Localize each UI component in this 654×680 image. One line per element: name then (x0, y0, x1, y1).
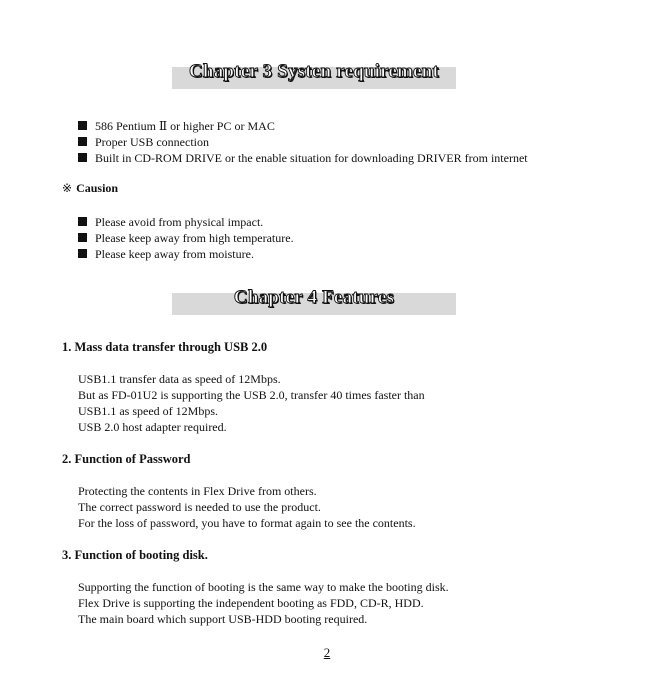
section-heading-usb: 1. Mass data transfer through USB 2.0 (62, 340, 268, 354)
body-line: Supporting the function of booting is the same way to make the booting disk. (78, 580, 449, 594)
body-line: USB 2.0 host adapter required. (78, 420, 227, 434)
list-item (78, 118, 528, 134)
list-item (78, 230, 294, 246)
square-bullet-icon (78, 137, 87, 146)
caution-title: Causion (76, 181, 119, 195)
body-line: The main board which support USB-HDD booting required. (78, 612, 368, 626)
body-line: The correct password is needed to use the product. (78, 500, 321, 514)
page-number: 2 (323, 645, 331, 660)
square-bullet-icon (78, 249, 87, 258)
requirements-list (78, 118, 528, 166)
section-body-usb (78, 371, 425, 435)
body-line: But as FD-01U2 is supporting the USB 2.0, transfer 40 times faster than (78, 388, 425, 402)
section-body-password (78, 483, 416, 531)
chapter3-banner (172, 61, 456, 89)
square-bullet-icon (78, 217, 87, 226)
section-heading-password: 2. Function of Password (62, 452, 191, 466)
section-body-booting (78, 579, 449, 627)
body-line: USB1.1 as speed of 12Mbps. (78, 404, 218, 418)
caution-list (78, 214, 294, 262)
list-item (78, 246, 294, 262)
list-item (78, 134, 528, 150)
requirement-text: 586 Pentium Ⅱ or higher PC or MAC (95, 119, 275, 133)
body-line: Flex Drive is supporting the independent booting as FDD, CD-R, HDD. (78, 596, 424, 610)
list-item (78, 214, 294, 230)
caution-text: Please avoid from physical impact. (95, 215, 264, 229)
chapter4-banner (172, 287, 456, 315)
list-item (78, 150, 528, 166)
body-line: USB1.1 transfer data as speed of 12Mbps. (78, 372, 281, 386)
body-line: Protecting the contents in Flex Drive from others. (78, 484, 317, 498)
square-bullet-icon (78, 153, 87, 162)
reference-mark-icon: ※ (62, 181, 73, 195)
section-heading-booting: 3. Function of booting disk. (62, 548, 208, 562)
square-bullet-icon (78, 121, 87, 130)
chapter3-title: Chapter 3 Systen requirement (189, 61, 439, 82)
caution-heading (62, 181, 118, 196)
body-line: For the loss of password, you have to format again to see the contents. (78, 516, 416, 530)
caution-text: Please keep away from high temperature. (95, 231, 294, 245)
square-bullet-icon (78, 233, 87, 242)
requirement-text: Built in CD-ROM DRIVE or the enable situation for downloading DRIVER from internet (95, 151, 528, 165)
caution-text: Please keep away from moisture. (95, 247, 254, 261)
requirement-text: Proper USB connection (95, 135, 209, 149)
chapter4-title: Chapter 4 Features (233, 287, 395, 308)
